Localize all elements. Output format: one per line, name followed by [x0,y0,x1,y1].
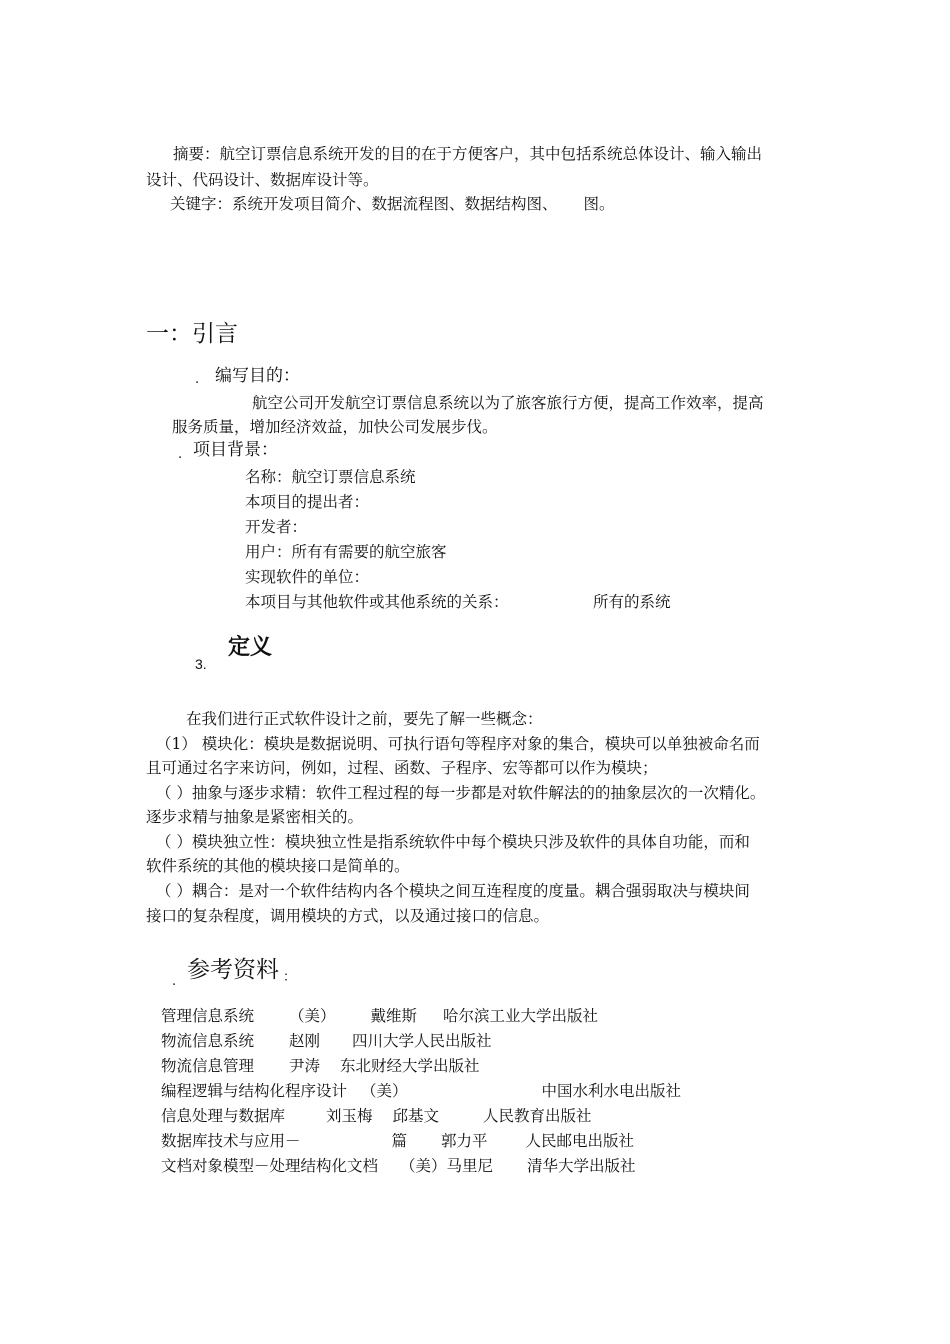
definition-item-4-line-2: 接口的复杂程度，调用模块的方式，以及通过接口的信息。 [146,907,550,925]
background-heading: 项目背景： [193,440,278,460]
purpose-line-1: 航空公司开发航空订票信息系统以为了旅客旅行方便，提高工作效率，提高 [252,394,764,412]
background-relation: 本项目与其他软件或其他系统的关系： [245,593,509,611]
section-title-definition: 定义 [228,635,273,660]
reference-title: 管理信息系统 [161,1007,255,1025]
definition-item-3-line-2: 软件系统的其他的模块接口是简单的。 [146,857,410,875]
references-marker: . [172,974,177,989]
reference-author: 尹涛 [289,1057,321,1075]
reference-item [161,1106,592,1126]
definition-item-1-line-1: （1） 模块化：模块是数据说明、可执行语句等程序对象的集合，模块可以单独被命名而 [156,735,760,753]
reference-publisher: 人民邮电出版社 [525,1132,635,1150]
definition-item-2-line-2: 逐步求精与抽象是紧密相关的。 [146,808,364,826]
reference-author: 赵刚 [289,1032,321,1050]
references-colon: ： [283,970,297,985]
reference-publisher: 四川大学人民出版社 [352,1032,492,1050]
reference-author: （美） [289,1007,336,1025]
reference-item [161,1156,636,1176]
background-name: 名称：航空订票信息系统 [245,468,416,486]
reference-title: 数据库技术与应用－ [161,1132,301,1150]
background-users: 用户：所有有需要的航空旅客 [245,543,447,561]
reference-item [161,1031,492,1051]
reference-author: 邱基文 [392,1107,440,1125]
section-title-introduction: 一：引言 [146,321,238,347]
reference-author: （美）马里尼 [400,1157,494,1175]
reference-publisher: 哈尔滨工业大学出版社 [443,1007,599,1025]
reference-title: 物流信息系统 [161,1032,255,1050]
keywords-text: 关键字：系统开发项目简介、数据流程图、数据结构图、 [170,195,558,213]
reference-publisher: 东北财经大学出版社 [340,1057,480,1075]
reference-title: 文档对象模型－处理结构化文档 [161,1157,379,1175]
reference-author: 篇 [391,1132,408,1150]
purpose-marker: . [195,372,200,387]
references-title: 参考资料 [187,957,279,983]
definition-item-1-line-2: 且可通过名字来访问，例如，过程、函数、子程序、宏等都可以作为模块； [146,759,658,777]
reference-item [161,1006,598,1026]
abstract-line-2: 设计、代码设计、数据库设计等。 [146,171,379,189]
reference-author: 郭力平 [441,1132,488,1150]
definition-intro: 在我们进行正式软件设计之前，要先了解一些概念： [186,710,543,728]
background-developer: 开发者： [245,518,308,536]
background-proposer: 本项目的提出者： [245,493,370,511]
abstract-line-1: 摘要：航空订票信息系统开发的目的在于方便客户，其中包括系统总体设计、输入输出 [173,145,763,163]
keywords [170,194,615,214]
background-implementer: 实现软件的单位： [245,568,370,586]
reference-item [161,1131,634,1151]
background-relation-value: 所有的系统 [593,593,671,611]
keywords-tail: 图。 [583,195,615,213]
definition-item-3-line-1: （ ）模块独立性：模块独立性是指系统软件中每个模块只涉及软件的具体自功能，而和 [156,833,750,851]
purpose-line-2: 服务质量，增加经济效益，加快公司发展步伐。 [172,418,498,436]
definition-item-2-line-1: （ ）抽象与逐步求精：软件工程过程的每一步都是对软件解法的的抽象层次的一次精化。 [156,784,766,802]
reference-title: 信息处理与数据库 [161,1107,286,1125]
reference-author: （美） [361,1082,408,1100]
reference-author: 戴维斯 [370,1007,418,1025]
reference-item [161,1056,480,1076]
purpose-heading: 编写目的： [215,366,300,386]
reference-title: 编程逻辑与结构化程序设计 [161,1082,348,1100]
reference-author: 刘玉梅 [326,1107,373,1125]
background-marker: . [178,447,183,462]
definition-item-4-line-1: （ ）耦合：是对一个软件结构内各个模块之间互连程度的度量。耦合强弱取决与模块间 [156,882,750,900]
reference-publisher: 清华大学出版社 [527,1157,636,1175]
reference-item [161,1081,681,1101]
reference-title: 物流信息管理 [161,1057,255,1075]
section-number: 3. [195,656,207,672]
reference-publisher: 中国水利水电出版社 [541,1082,682,1100]
reference-publisher: 人民教育出版社 [483,1107,592,1125]
